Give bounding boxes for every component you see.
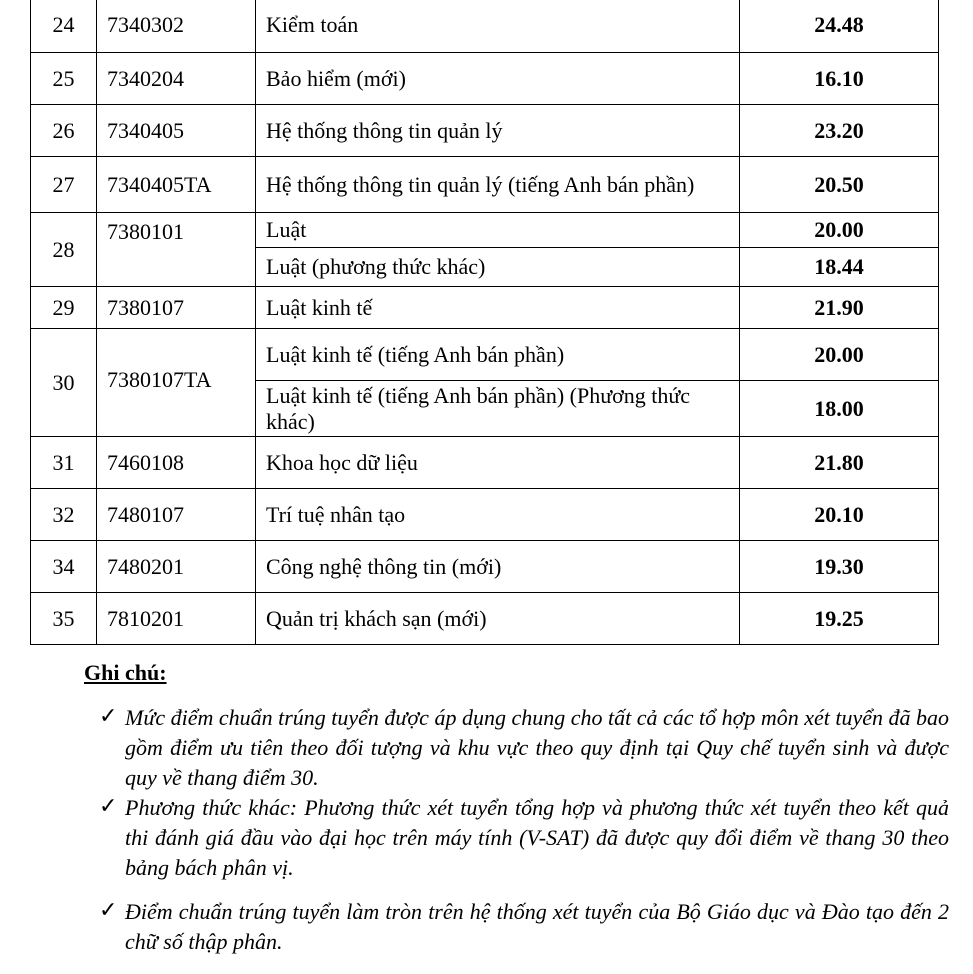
table-row (31, 329, 939, 381)
checkmark-icon: ✓ (99, 897, 118, 922)
major-name: Hệ thống thông tin quản lý (tiếng Anh bán phần) (256, 157, 740, 213)
note-item (99, 897, 949, 957)
row-number: 29 (31, 287, 97, 329)
major-name: Luật (phương thức khác) (256, 248, 740, 287)
cutoff-score: 19.30 (740, 541, 939, 593)
checkmark-icon: ✓ (99, 793, 118, 818)
major-code: 7480107 (97, 489, 256, 541)
major-name: Hệ thống thông tin quản lý (256, 105, 740, 157)
table-row (31, 541, 939, 593)
major-code: 7460108 (97, 437, 256, 489)
major-code: 7380107TA (97, 329, 256, 437)
major-name: Khoa học dữ liệu (256, 437, 740, 489)
row-number: 31 (31, 437, 97, 489)
row-number: 28 (31, 213, 97, 287)
row-number: 24 (31, 0, 97, 53)
major-code: 7480201 (97, 541, 256, 593)
cutoff-score: 21.90 (740, 287, 939, 329)
major-code: 7340204 (97, 53, 256, 105)
major-name: Luật kinh tế (256, 287, 740, 329)
major-code: 7810201 (97, 593, 256, 645)
major-code: 7380101 (97, 213, 256, 287)
cutoff-score: 20.00 (740, 213, 939, 248)
checkmark-icon: ✓ (99, 703, 118, 728)
note-text: Mức điểm chuẩn trúng tuyển được áp dụng chung cho tất cả các tổ hợp môn xét tuyển đã bao gồm điểm ưu tiên theo đối tượng và khu vực theo quy định tại Quy chế tuyển sinh và được quy về thang điểm 30. (125, 705, 950, 790)
row-number: 35 (31, 593, 97, 645)
major-name: Luật (256, 213, 740, 248)
major-code: 7340302 (97, 0, 256, 53)
row-number: 32 (31, 489, 97, 541)
cutoff-score: 23.20 (740, 105, 939, 157)
table-row (31, 287, 939, 329)
table-row (31, 157, 939, 213)
cutoff-score: 18.00 (740, 381, 939, 437)
note-item (99, 703, 949, 793)
cutoff-score: 20.50 (740, 157, 939, 213)
major-code: 7340405TA (97, 157, 256, 213)
row-number: 26 (31, 105, 97, 157)
row-number: 34 (31, 541, 97, 593)
table-row (31, 437, 939, 489)
table-row (31, 213, 939, 248)
major-name: Luật kinh tế (tiếng Anh bán phần) (Phương thức khác) (256, 381, 740, 437)
note-text: Phương thức khác: Phương thức xét tuyển tổng hợp và phương thức xét tuyển theo kết quả thi đánh giá đầu vào đại học trên máy tính (V-SAT) đã được quy đổi điểm về thang 30 theo bảng bách phân vị. (125, 795, 949, 880)
table-row (31, 105, 939, 157)
major-name: Quản trị khách sạn (mới) (256, 593, 740, 645)
cutoff-score: 20.10 (740, 489, 939, 541)
major-name: Bảo hiểm (mới) (256, 53, 740, 105)
major-code: 7380107 (97, 287, 256, 329)
row-number: 27 (31, 157, 97, 213)
major-name: Công nghệ thông tin (mới) (256, 541, 740, 593)
table-row (31, 53, 939, 105)
major-name: Kiểm toán (256, 0, 740, 53)
notes-title: Ghi chú: (84, 660, 167, 685)
cutoff-score: 24.48 (740, 0, 939, 53)
note-text: Điểm chuẩn trúng tuyển làm tròn trên hệ thống xét tuyển của Bộ Giáo dục và Đào tạo đến 2 chữ số thập phân. (125, 899, 949, 954)
table-row (31, 489, 939, 541)
note-item (99, 793, 949, 883)
major-name: Luật kinh tế (tiếng Anh bán phần) (256, 329, 740, 381)
cutoff-score: 16.10 (740, 53, 939, 105)
major-code: 7340405 (97, 105, 256, 157)
row-number: 30 (31, 329, 97, 437)
cutoff-score: 19.25 (740, 593, 939, 645)
cutoff-score: 20.00 (740, 329, 939, 381)
table-row (31, 593, 939, 645)
row-number: 25 (31, 53, 97, 105)
major-name: Trí tuệ nhân tạo (256, 489, 740, 541)
table-row (31, 0, 939, 53)
admission-scores-table (30, 0, 939, 645)
cutoff-score: 18.44 (740, 248, 939, 287)
cutoff-score: 21.80 (740, 437, 939, 489)
